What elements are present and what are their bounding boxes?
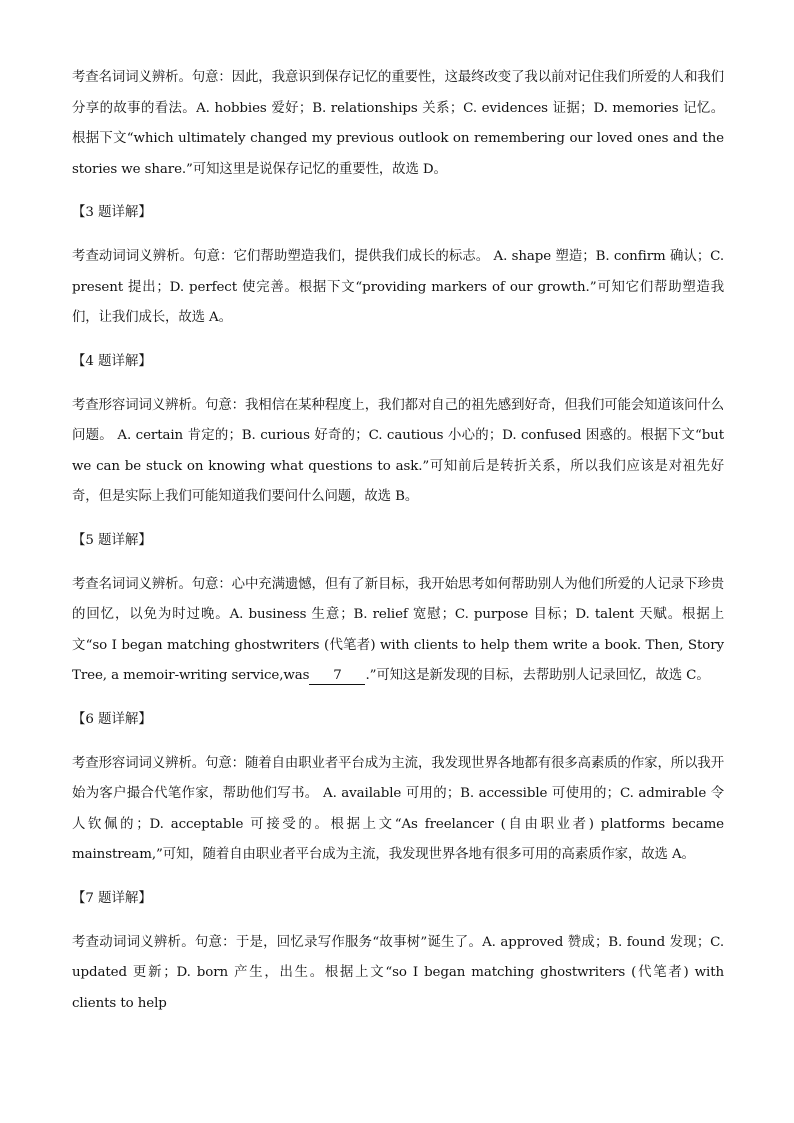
answer-explanation-5 <box>72 570 724 692</box>
section-heading-7: 【7 题详解】 <box>72 890 152 906</box>
explanation-text: .”可知这是新发现的目标，去帮助别人记录回忆，故选 C。 <box>365 668 710 683</box>
spacer <box>72 552 724 570</box>
spacer <box>72 871 724 888</box>
document-page <box>72 63 724 1019</box>
spacer <box>72 731 724 749</box>
section-heading-3: 【3 题详解】 <box>72 205 152 220</box>
spacer <box>72 334 724 351</box>
answer-explanation-4: 考查形容词词义辨析。句意：我相信在某种程度上，我们都对自己的祖先感到好奇，但我们可能会知道该问什么问题。 A. certain 肯定的；B. curious 好奇的；C. cautious 小心的；D. confused 困惑的。根据下文“but we can be stuck on knowing what questions to ask.”可知前后是转折关系，所以我们应该是对祖先好奇，但是实际上我们可能知道我们要问什么问题，故选 B。 <box>72 397 724 504</box>
answer-explanation-3: 考查动词词义辨析。句意：它们帮助塑造我们，提供我们成长的标志。 A. shape 塑造；B. confirm 确认；C. present 提出；D. perfect 使完善。根据下文“providing markers of our growth.”可知它们帮助塑造我们，让我们成长，故选 A。 <box>72 249 724 325</box>
spacer <box>72 373 724 391</box>
answer-explanation-6: 考查形容词词义辨析。句意：随着自由职业者平台成为主流，我发现世界各地都有很多高素质的作家，所以我开始为客户撮合代笔作家，帮助他们写书。 A. available 可用的；B. accessible 可使用的；C. admirable 令人钦佩的；D. acceptable 可接受的。根据上文“As freelancer (自由职业者) platforms became mainstream,”可知，随着自由职业者平台成为主流，我发现世界各地有很多可用的高素质作家，故选 A。 <box>72 755 724 862</box>
section-heading-6: 【6 题详解】 <box>72 711 152 727</box>
answer-explanation-7: 考查动词词义辨析。句意：于是，回忆录写作服务“故事树”诞生了。A. approved 赞成；B. found 发现；C. updated 更新；D. born 产生，出生。根据上文“so I began matching ghostwriters (代笔者) with clients to help <box>72 934 724 1011</box>
section-heading-5: 【5 题详解】 <box>72 532 152 548</box>
explanation-text: 考查名词词义辨析。句意：心中充满遗憾，但有了新目标，我开始思考如何帮助别人为他们所爱的人记录下珍贵的回忆，以免为时过晚。A. business 生意；B. relief 宽慰；C. purpose 目标；D. talent 天赋。根据上文“so I began matching ghostwriters (代笔者) with clients to help them write a book. Then, Story Tree, a memoir-writing service,was <box>72 576 724 683</box>
spacer <box>72 185 724 202</box>
spacer <box>72 910 724 928</box>
spacer <box>72 692 724 709</box>
answer-explanation-2: 考查名词词义辨析。句意：因此，我意识到保存记忆的重要性，这最终改变了我以前对记住我们所爱的人和我们分享的故事的看法。A. hobbies 爱好；B. relationships 关系；C. evidences 证据；D. memories 记忆。根据下文“which ultimately changed my previous outlook on remembering our loved ones and the stories we share.”可知这里是说保存记忆的重要性，故选 D。 <box>72 70 724 177</box>
section-heading-4: 【4 题详解】 <box>72 353 152 369</box>
spacer <box>72 224 724 242</box>
fill-in-blank: 7 <box>309 668 365 685</box>
spacer <box>72 513 724 530</box>
